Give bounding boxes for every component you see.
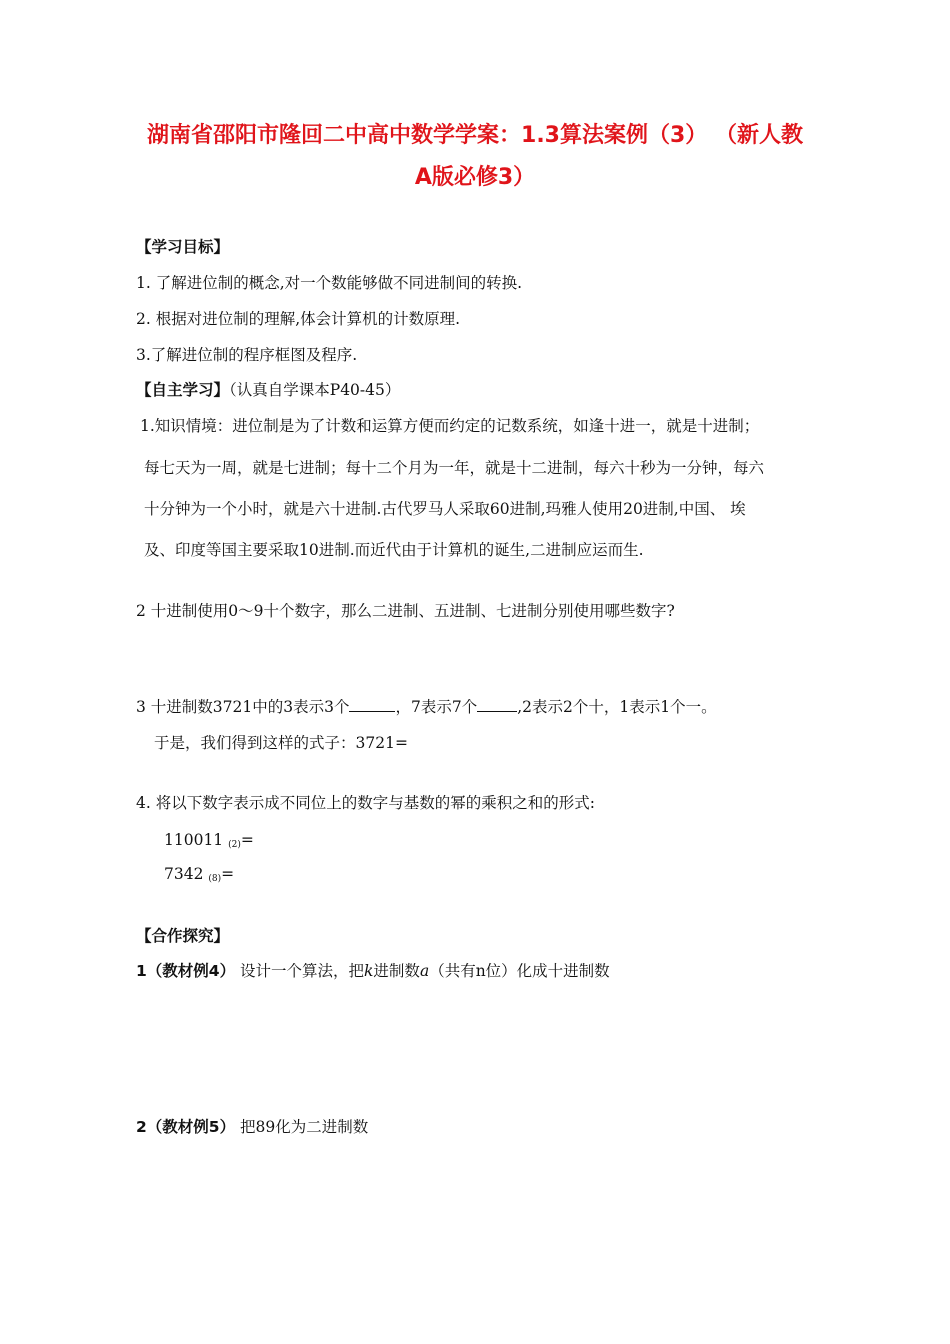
knowledge-paragraph-line: 每七天为一周，就是七进制；每十二个月为一年，就是十二进制，每六十秒为一分钟，每六 bbox=[144, 459, 765, 477]
answer-blank[interactable] bbox=[477, 697, 517, 712]
base-subscript: (2) bbox=[228, 840, 241, 850]
example-2 bbox=[136, 1116, 368, 1138]
equals-sign: = bbox=[221, 865, 235, 883]
example-1 bbox=[136, 960, 610, 982]
equals-sign: = bbox=[240, 831, 254, 849]
document-title bbox=[130, 115, 820, 199]
variable-k: k bbox=[364, 962, 374, 980]
goals-heading: 【学习目标】 bbox=[136, 238, 230, 256]
goal-item: 2. 根据对进位制的理解,体会计算机的计数原理. bbox=[136, 310, 461, 328]
expression-binary bbox=[164, 829, 254, 856]
expression-octal bbox=[164, 863, 234, 890]
example-text: 把89化为二进制数 bbox=[235, 1118, 369, 1136]
answer-blank[interactable] bbox=[349, 697, 395, 712]
title-line-1: 湖南省邵阳市隆回二中高中数学学案：1.3算法案例（3） （新人教 bbox=[147, 123, 803, 148]
knowledge-paragraph-line: 十分钟为一个小时，就是六十进制.古代罗马人采取60进制,玛雅人使用20进制,中国、 埃 bbox=[144, 500, 746, 518]
question-2: 2 十进制使用0～9十个数字，那么二进制、五进制、七进制分别使用哪些数字? bbox=[136, 602, 675, 620]
knowledge-paragraph-line: 及、印度等国主要采取10进制.而近代由于计算机的诞生,二进制应运而生. bbox=[144, 541, 644, 559]
example-label: 1（教材例4） bbox=[136, 962, 236, 980]
example-text: （共有n位）化成十进制数 bbox=[429, 962, 610, 980]
number: 110011 bbox=[164, 831, 224, 849]
question-3 bbox=[136, 696, 717, 718]
self-study-note: （认真自学课本P40-45） bbox=[229, 381, 401, 399]
self-study-heading-line bbox=[136, 379, 400, 401]
knowledge-paragraph-line: 1.知识情境：进位制是为了计数和运算方便而约定的记数系统，如逢十进一，就是十进制； bbox=[140, 417, 760, 435]
q3-part-a: 3 十进制数3721中的3表示3个 bbox=[136, 698, 350, 716]
number: 7342 bbox=[164, 865, 204, 883]
example-label: 2（教材例5） bbox=[136, 1118, 236, 1136]
q3-part-c: ,2表示2个十，1表示1个一。 bbox=[517, 698, 717, 716]
example-text: 进制数 bbox=[373, 962, 420, 980]
goal-item: 3.了解进位制的程序框图及程序. bbox=[136, 346, 358, 364]
cooperation-heading: 【合作探究】 bbox=[136, 927, 230, 945]
goal-item: 1. 了解进位制的概念,对一个数能够做不同进制间的转换. bbox=[136, 274, 523, 292]
question-4: 4. 将以下数字表示成不同位上的数字与基数的幂的乘积之和的形式: bbox=[136, 794, 595, 812]
question-3-formula: 于是，我们得到这样的式子：3721= bbox=[154, 734, 408, 752]
variable-a: a bbox=[419, 962, 430, 980]
q3-part-b: ，7表示7个 bbox=[395, 698, 478, 716]
self-study-heading: 【自主学习】 bbox=[136, 381, 230, 399]
example-text: 设计一个算法，把 bbox=[235, 962, 365, 980]
base-subscript: (8) bbox=[208, 874, 222, 884]
title-line-2: A版必修3） bbox=[414, 165, 536, 190]
